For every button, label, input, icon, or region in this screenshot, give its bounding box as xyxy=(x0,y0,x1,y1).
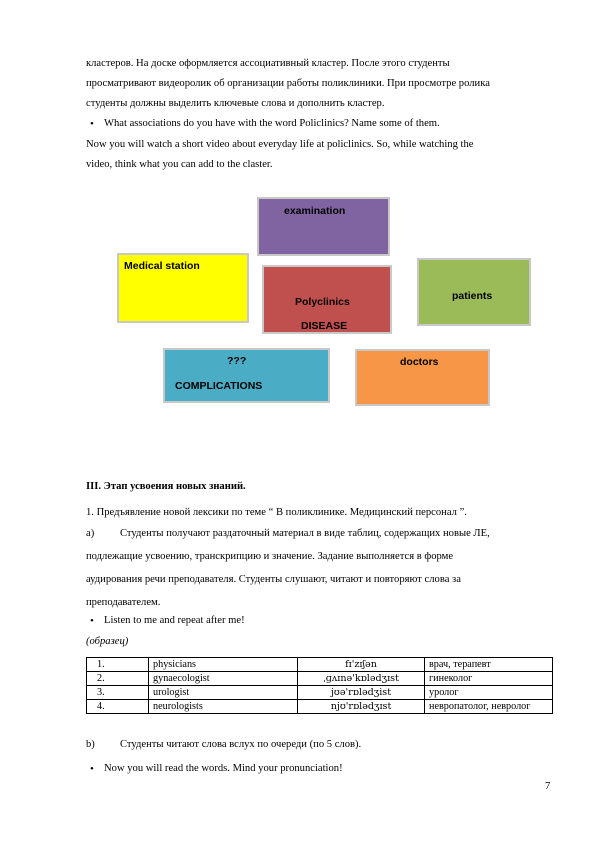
subitem-a-line-2: подлежащие усвоению, транскрипцию и значение. Задание выполняется в форме xyxy=(86,551,454,562)
row-word: physicians xyxy=(149,658,298,672)
row-meaning: врач, терапевт xyxy=(425,658,553,672)
cluster-box-examination xyxy=(257,197,390,256)
section-heading: III. Этап усвоения новых знаний. xyxy=(86,481,246,492)
bullet-listen: • Listen to me and repeat after me! xyxy=(104,614,544,628)
intro-line-2: просматривают видеоролик об организации работы поликлиники. При просмотре ролика xyxy=(86,78,490,89)
table-row xyxy=(87,700,553,714)
subitem-a-line-3: аудирования речи преподавателя. Студенты слушают, читают и повторяют слова за xyxy=(86,574,461,585)
subitem-a xyxy=(86,522,552,614)
subitem-a-line-1: a) Студенты получают раздаточный материал в виде таблиц, содержащих новые ЛЕ, xyxy=(86,522,552,545)
disease-label: DISEASE xyxy=(301,320,348,332)
row-transcription: ˌɡʌɪnə'kɒlədʒɪst xyxy=(298,672,425,686)
table-row xyxy=(87,672,553,686)
row-meaning: невропатолог, невролог xyxy=(425,700,553,714)
vocabulary-table xyxy=(86,657,553,714)
sample-label: (образец) xyxy=(86,636,129,647)
row-transcription: njʊ'rɒlədʒɪst xyxy=(298,700,425,714)
subitem-b-label: b) xyxy=(86,739,95,750)
complications-label: COMPLICATIONS xyxy=(175,380,263,392)
subitem-b xyxy=(86,739,361,750)
row-transcription: fɪ'zɪʃən xyxy=(298,658,425,672)
cluster-box-center xyxy=(262,265,392,334)
intro-line-3: студенты должны выделить ключевые слова и дополнить кластер. xyxy=(86,98,385,109)
item-1-text: 1. Предъявление новой лексики по теме “ В поликлинике. Медицинский персонал ”. xyxy=(86,507,467,518)
cluster-box-medical-station xyxy=(117,253,249,323)
table-row xyxy=(87,658,553,672)
doctors-label: doctors xyxy=(400,356,439,368)
row-number: 4. xyxy=(87,700,149,714)
row-word: urologist xyxy=(149,686,298,700)
row-meaning: гинеколог xyxy=(425,672,553,686)
table-row xyxy=(87,686,553,700)
polyclinics-label: Polyclinics xyxy=(295,296,350,308)
video-line-1: Now you will watch a short video about everyday life at policlinics. So, while watching the xyxy=(86,139,474,150)
row-word: gynaecologist xyxy=(149,672,298,686)
medical-station-label: Medical station xyxy=(124,260,200,272)
subitem-a-label: a) xyxy=(86,528,95,539)
cluster-box-doctors xyxy=(355,349,490,406)
row-number: 2. xyxy=(87,672,149,686)
row-word: neurologists xyxy=(149,700,298,714)
subitem-b-text: Студенты читают слова вслух по очереди (по 5 слов). xyxy=(120,739,362,750)
subitem-a-line-4: преподавателем. xyxy=(86,597,161,608)
cluster-box-patients xyxy=(417,258,531,326)
patients-label: patients xyxy=(452,290,493,302)
row-transcription: jʊə'rɒlədʒist xyxy=(298,686,425,700)
row-number: 1. xyxy=(87,658,149,672)
intro-line-1: кластеров. На доске оформляется ассоциативный кластер. После этого студенты xyxy=(86,58,450,69)
bullet-read: • Now you will read the words. Mind your pronunciation! xyxy=(104,762,544,776)
page-number: 7 xyxy=(545,781,551,792)
row-meaning: уролог xyxy=(425,686,553,700)
bullet-associations: • What associations do you have with the word Policlinics? Name some of them. xyxy=(104,117,544,131)
complications-question-label: ??? xyxy=(227,355,247,367)
examination-label: examination xyxy=(284,205,346,217)
row-number: 3. xyxy=(87,686,149,700)
cluster-box-complications xyxy=(163,348,330,403)
video-line-2: video, think what you can add to the claster. xyxy=(86,159,273,170)
